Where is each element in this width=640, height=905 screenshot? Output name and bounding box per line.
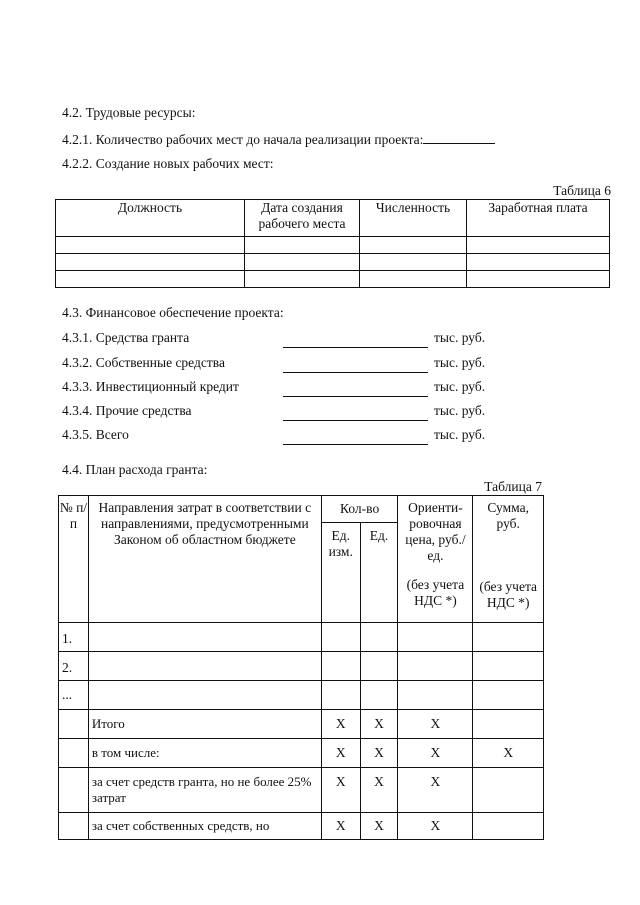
table7-cell-count[interactable] (360, 652, 398, 681)
table7-cell-sum[interactable] (473, 768, 544, 813)
finance-unit: тыс. руб. (434, 403, 486, 418)
finance-total-blank[interactable] (283, 444, 428, 445)
table7-cell-num[interactable] (59, 768, 89, 813)
table7-cell-direction: за счет средств гранта, но не более 25% затрат (88, 768, 321, 813)
table7-cell-price[interactable] (398, 681, 473, 710)
table7-cell-unit[interactable] (321, 652, 360, 681)
table7-cell-direction: за счет собственных средств, но (88, 813, 321, 840)
table7-cell-price[interactable] (398, 652, 473, 681)
finance-other-blank[interactable] (283, 420, 428, 421)
table7-cell-unit: X (321, 710, 360, 739)
table-row (59, 739, 544, 768)
table7-cell-unit: X (321, 813, 360, 840)
table6-caption: Таблица 6 (553, 183, 611, 198)
section-4-2-1-text (62, 131, 495, 148)
table7-cell-unit[interactable] (321, 623, 360, 652)
table-row (59, 813, 544, 840)
finance-item-other: 4.3.4. Прочие средства (62, 403, 192, 418)
table6-header-date: Дата создания рабочего места (245, 200, 360, 237)
finance-credit-blank[interactable] (283, 396, 428, 397)
table7-cell-direction[interactable] (88, 681, 321, 710)
table7-cell-price: X (398, 813, 473, 840)
table6-header-salary: Заработная плата (467, 200, 610, 237)
table7-cell-count: X (360, 739, 398, 768)
table6 (55, 199, 610, 288)
finance-item-credit: 4.3.3. Инвестиционный кредит (62, 379, 239, 394)
table7-cell-num[interactable] (59, 739, 89, 768)
table7-header-price-label: Ориенти-ровочная цена, руб./ед. (405, 500, 466, 563)
table7-cell-direction: Итого (88, 710, 321, 739)
table7-cell-price[interactable] (398, 623, 473, 652)
table7-cell-unit: X (321, 739, 360, 768)
finance-item-own: 4.3.2. Собственные средства (62, 355, 225, 370)
table7-cell-sum[interactable] (473, 813, 544, 840)
table7-cell-direction[interactable] (88, 623, 321, 652)
table7-cell-price: X (398, 739, 473, 768)
table7-header-price-note: (без учета НДС *) (406, 577, 465, 608)
table7-header-count: Ед. (360, 523, 398, 623)
finance-item-grant: 4.3.1. Средства гранта (62, 330, 190, 345)
section-4-4-title: 4.4. План расхода гранта: (62, 462, 208, 477)
finance-unit: тыс. руб. (434, 330, 486, 345)
finance-item-total: 4.3.5. Всего (62, 427, 129, 442)
table7-cell-sum[interactable] (473, 652, 544, 681)
table7-cell-unit[interactable] (321, 681, 360, 710)
table7-header-sum-note: (без учета НДС *) (479, 579, 538, 610)
finance-grant-blank[interactable] (283, 347, 428, 348)
table-row (59, 623, 544, 652)
section-4-2-1-label: 4.2.1. Количество рабочих мест до начала реализации проекта: (62, 132, 424, 147)
finance-unit: тыс. руб. (434, 427, 486, 442)
table7-header-price (398, 496, 473, 623)
table7-cell-sum[interactable] (473, 710, 544, 739)
table6-header-count: Численность (360, 200, 467, 237)
table7-cell-count: X (360, 768, 398, 813)
table7-cell-direction: в том числе: (88, 739, 321, 768)
table7-cell-num: ... (59, 681, 89, 710)
table7-cell-sum[interactable] (473, 623, 544, 652)
table6-header-position: Должность (56, 200, 245, 237)
table7-header-qty: Кол-во (321, 496, 398, 523)
jobs-count-blank[interactable] (423, 131, 495, 144)
table7-header-sum (473, 496, 544, 623)
finance-unit: тыс. руб. (434, 355, 486, 370)
table-row (59, 710, 544, 739)
table7-header-direction: Направления затрат в соответствии с направлениями, предусмотренными Законом об областном бюджете (88, 496, 321, 623)
table7-cell-num[interactable] (59, 710, 89, 739)
table7-cell-count[interactable] (360, 681, 398, 710)
table7-cell-direction[interactable] (88, 652, 321, 681)
table-row (56, 271, 610, 288)
table7-cell-price: X (398, 768, 473, 813)
table7-cell-num[interactable] (59, 813, 89, 840)
table7-cell-price: X (398, 710, 473, 739)
section-4-2-title: 4.2. Трудовые ресурсы: (62, 105, 196, 120)
table7-cell-num: 2. (59, 652, 89, 681)
table7 (58, 495, 544, 840)
table7-cell-count: X (360, 710, 398, 739)
table7-cell-count: X (360, 813, 398, 840)
table7-cell-unit: X (321, 768, 360, 813)
finance-own-blank[interactable] (283, 372, 428, 373)
table-row (56, 237, 610, 254)
table7-header-num: № п/п (59, 496, 89, 623)
table-row (59, 652, 544, 681)
table7-caption: Таблица 7 (484, 479, 542, 494)
table-row (59, 768, 544, 813)
section-4-2-2-text: 4.2.2. Создание новых рабочих мест: (62, 156, 274, 171)
finance-unit: тыс. руб. (434, 379, 486, 394)
table-row (56, 254, 610, 271)
table7-cell-num: 1. (59, 623, 89, 652)
table7-header-sum-label: Сумма, руб. (487, 500, 529, 531)
table7-cell-sum: X (473, 739, 544, 768)
table7-header-unit: Ед. изм. (321, 523, 360, 623)
table7-cell-sum[interactable] (473, 681, 544, 710)
table-row (59, 681, 544, 710)
table7-cell-count[interactable] (360, 623, 398, 652)
section-4-3-title: 4.3. Финансовое обеспечение проекта: (62, 305, 284, 320)
